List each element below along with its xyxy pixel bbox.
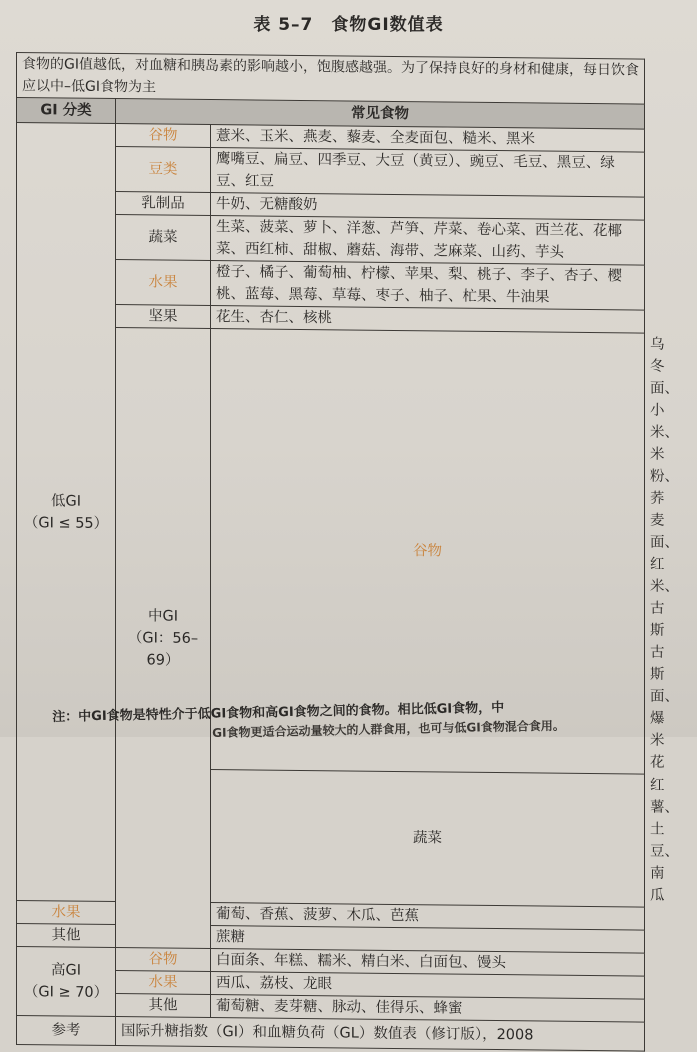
high-gi-range: （GI ≥ 70）	[23, 984, 109, 1001]
header-common-foods: 常见食物	[116, 99, 645, 130]
food-list: 薏米、玉米、燕麦、藜麦、全麦面包、糙米、黑米	[211, 125, 645, 153]
mid-gi-label	[116, 328, 211, 949]
sub-category: 谷物	[116, 124, 211, 148]
sub-category: 谷物	[211, 329, 645, 775]
intro-text: 食物的GI值越低，对血糖和胰岛素的影响越小，饱腹感越强。为了保持良好的身材和健康，每日饮食应以中–低GI食物为主	[17, 53, 645, 105]
sub-category: 其他	[116, 994, 211, 1018]
food-list: 蔗糖	[211, 926, 645, 954]
sub-category: 乳制品	[116, 192, 211, 216]
food-list: 生菜、菠菜、萝卜、洋葱、芦笋、芹菜、卷心菜、西兰花、花椰菜、西红柿、甜椒、蘑菇、海带、芝麻菜、山药、芋头	[211, 216, 645, 266]
low-gi-label	[17, 123, 116, 902]
sub-category: 谷物	[116, 948, 211, 972]
sub-category: 蔬菜	[116, 215, 211, 261]
food-list: 橙子、橘子、葡萄柚、柠檬、苹果、梨、桃子、李子、杏子、樱桃、蓝莓、黑莓、草莓、枣子、柚子、杧果、牛油果	[211, 261, 645, 311]
reference-text: 国际升糖指数（GI）和血糖负荷（GL）数值表（修订版），2008	[116, 1017, 645, 1052]
food-list: 西瓜、荔枝、龙眼	[211, 972, 645, 1000]
food-list: 葡萄、香蕉、菠萝、木瓜、芭蕉	[211, 903, 645, 931]
food-list: 鹰嘴豆、扁豆、四季豆、大豆（黄豆）、豌豆、毛豆、黑豆、绿豆、红豆	[211, 148, 645, 198]
reference-label: 参考	[17, 1016, 116, 1046]
high-gi-title: 高GI	[50, 962, 81, 979]
gi-table	[16, 52, 679, 1052]
mid-gi-range: （GI：56–69）	[127, 629, 199, 669]
high-gi-label	[17, 947, 116, 1017]
food-list: 葡萄糖、麦芽糖、脉动、佳得乐、蜂蜜	[211, 995, 645, 1023]
table-row: 蔬菜 红薯、土豆、南瓜	[17, 768, 645, 908]
sub-category: 水果	[116, 971, 211, 995]
reference-row	[17, 1016, 645, 1052]
sub-category: 水果	[116, 260, 211, 306]
low-gi-title: 低GI	[50, 492, 81, 510]
header-gi-class: GI 分类	[17, 98, 116, 124]
sub-category: 坚果	[116, 305, 211, 329]
sub-category: 水果	[17, 901, 116, 925]
table-title: 表 5–7 食物GI数值表	[253, 15, 444, 35]
low-gi-range: （GI ≤ 55）	[23, 514, 109, 532]
sub-category: 其他	[17, 924, 116, 948]
sub-category: 豆类	[116, 147, 211, 193]
food-list: 白面条、年糕、糯米、精白米、白面包、馒头	[211, 949, 645, 977]
footnote-continued: GI食物更适合运动量较大的人群食用，也可与低GI食物混合食用。	[212, 718, 565, 740]
food-list: 牛奶、无糖酸奶	[211, 193, 645, 221]
food-list: 花生、杏仁、核桃	[211, 306, 645, 334]
intro-row	[17, 53, 645, 105]
table-row: 中GI （GI：56–69） 谷物 乌冬面、小米、米粉、荞麦面、红米、古斯古斯面、爆米花	[17, 327, 645, 775]
footnote: 注：中GI食物是特性介于低GI食物和高GI食物之间的食物。相比低GI食物，中	[52, 700, 505, 725]
sub-category: 蔬菜	[211, 770, 645, 908]
mid-gi-title: 中GI	[147, 607, 178, 625]
